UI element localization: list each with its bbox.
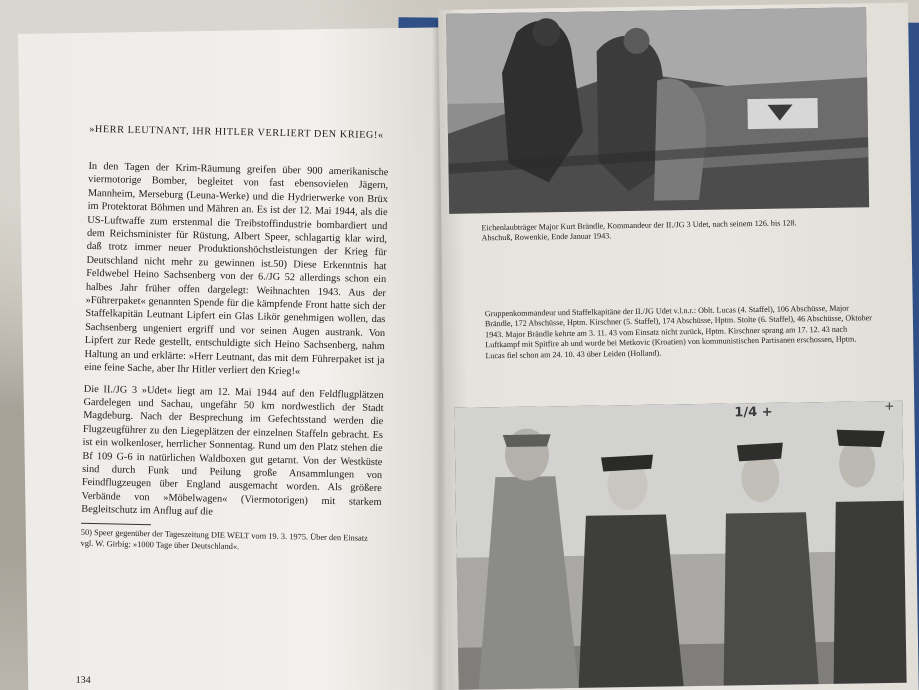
photo-group-of-officers [454,398,906,690]
right-page [438,3,919,690]
chapter-title: »HERR LEUTNANT, IHR HITLER VERLIERT DEN KRIEG!« [89,123,384,142]
footnote: 50) Speer gegenüber der Tageszeitung DIE WELT vom 19. 3. 1975. Über den Einsatz vgl. W. Girbig: »1000 Tage über Deutschland«. [80,527,368,551]
handwritten-annotation: 1/4 + [734,404,773,421]
footnote-divider [81,522,151,524]
left-page-text-block [75,123,389,687]
paragraph-1: In den Tagen der Krim-Räumung greifen über 900 amerikanische viermotorige Bomber, begleitet von fast ebensovielen Jägern, Mannheim, Merseburg (Leuna-Werke) und die Hydrierwerke von Brüx im Protektorat Böhmen und Mähren an. Es ist der 12. Mai 1944, als die US-Luftwaffe zum erstenmal die Treibstoffindustrie bombardiert und dem Reichsminister für Rüstung, Albert Speer, schlagartig klar wird, daß trotz immer neuer Produktionshöchstleistungen der Krieg für Deutschland nicht mehr zu gewinnen ist.50) Diese Erkenntnis hat Feldwebel Heino Sachsenberg von der 6./JG 52 allerdings schon ein halbes Jahr früher offen dargelegt: Weihnachten 1943. Aus der »Führerpaket« genannten Spende für die kämpfende Front hatte sich der Staffelkapitän Leutnant Lipfert ein Glas Likör genehmigen wollen, das Sachsenberg ungeniert ergriff und vor seinen Augen austrank. Von Lipfert zur Rede gestellt, entschuldigte sich Heino Sachsenberg, nahm Haltung an und erklärte: »Herr Leutnant, das mit dem Führerpaket ist ja eine feine Sache, aber Ihr Hitler verliert den Krieg!« [84,160,389,378]
caption-top-photo: Eichenlaubträger Major Kurt Brändle, Kommandeur der II./JG 3 Udet, nach seinem 126. bis 128. Abschuß, Rowenkie, Ende Januar 1943. [481,218,797,243]
page-number: 134 [75,674,91,687]
paragraph-2: Die II./JG 3 »Udet« liegt am 12. Mai 1944 auf den Feldflugplätzen Gardelegen und Sachau, ungefähr 50 km nordwestlich der Stadt Magdeburg. Nach der Besprechung im Gefechtsstand werden die Flugzeugführer zu den Liegeplätzen der einzelnen Staffeln gebracht. Es ist ein wolkenloser, herrlicher Sonnentag. Rund um den Platz stehen die Bf 109 G-6 in natürlichen Waldboxen gut getarnt. Von der Westküste sind durch Funk und Peilung große Ansammlungen von Feindflugzeugen über England ausgemacht worden. Als größere Verbände von »Möbelwagen« (Viermotorigen) mit starkem Begleitschutz im Anflug auf die [81,383,384,518]
handwritten-cross-mark: + [884,398,895,414]
photo-pilots-at-aircraft-image [446,7,869,214]
photo-group-of-officers-image [454,398,906,690]
caption-group-photo: Gruppenkommandeur und Staffelkapitäne der II./JG Udet v.l.n.r.: Oblt. Lucas (4. Staffel), 106 Abschüsse, Major Brändle, 172 Abschüsse, Hptm. Kirschner (5. Staffel), 174 Abschüsse, Hptm. Stolte (6. Staffel), 46 Abschüsse, Oktober 1943. Major Brändle kehrte am 3. 11. 43 vom Einsatz nicht zurück, Hptm. Kirschner sprang am 17. 12. 43 nach Luftkampf mit Spitfire ab und wurde bei Metkovic (Kroatien) von kommunistischen Partisanen erschossen, Hptm. Lucas fiel schon am 24. 10. 43 über Leiden (Holland). [484,303,872,360]
left-page [18,27,460,690]
photo-pilots-at-aircraft [446,7,869,214]
